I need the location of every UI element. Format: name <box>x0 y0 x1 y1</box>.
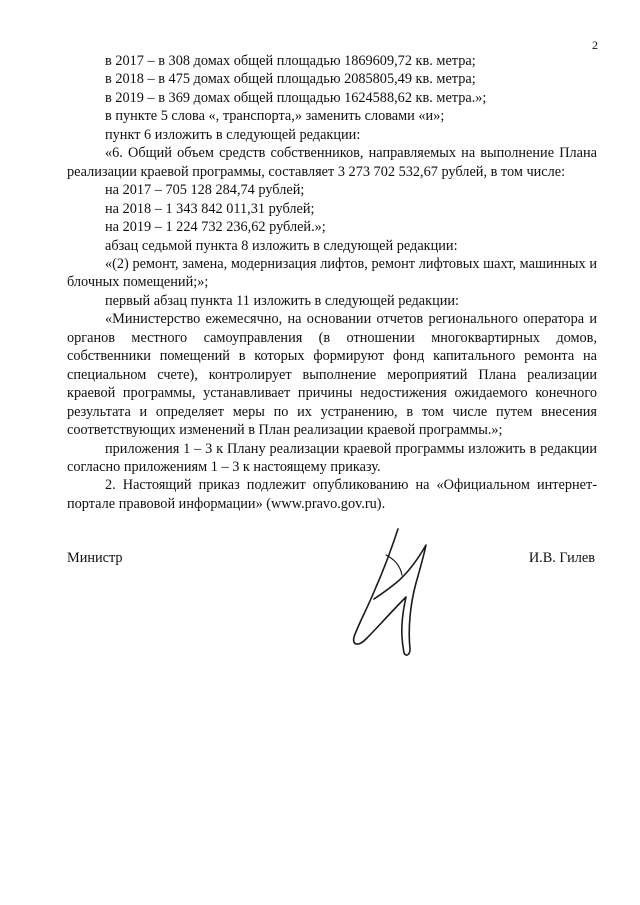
signatory-name: И.В. Гилев <box>528 550 595 566</box>
paragraph-appendix: приложения 1 – 3 к Плану реализации краевой программы изложить в редакции согласно приложениям 1 – 3 к настоящему приказу. <box>67 440 597 475</box>
page-number: 2 <box>592 38 598 52</box>
document-body <box>67 52 597 513</box>
amount-2018: на 2018 – 1 343 842 011,31 рублей; <box>105 200 315 217</box>
paragraph-item-11-intro: первый абзац пункта 11 изложить в следующей редакции: <box>105 292 459 309</box>
year-line-2019: в 2019 – в 369 домах общей площадью 1624588,62 кв. метра.»; <box>105 89 487 106</box>
handwritten-signature <box>340 525 440 660</box>
paragraph-item-11-text: «Министерство ежемесячно, на основании отчетов регионального оператора и органов местного самоуправления (в отношении многоквартирных домов, собственники помещений в которых формируют фонд капитального ремонта на специальном счете), контролирует выполнение мероприятий Плана реализации краевой программы, устанавливает причины недостижения ожидаемого конечного результата и определяет меры по их устранению, в том числе путем внесения соответствующих изменений в План реализации краевой программы.»; <box>67 311 597 439</box>
paragraph-item-6-text: «6. Общий объем средств собственников, направляемых на выполнение Плана реализации краевой программы, составляет 3 273 702 532,67 рублей, в том числе: <box>67 145 597 180</box>
year-line-2018: в 2018 – в 475 домах общей площадью 2085805,49 кв. метра; <box>105 71 476 88</box>
amount-2019: на 2019 – 1 224 732 236,62 рублей.»; <box>105 219 326 236</box>
paragraph-item-6-intro: пункт 6 изложить в следующей редакции: <box>105 126 361 143</box>
amount-2017: на 2017 – 705 128 284,74 рублей; <box>105 182 305 199</box>
paragraph-item-8-text: «(2) ремонт, замена, модернизация лифтов, ремонт лифтовых шахт, машинных и блочных помещений;»; <box>67 255 597 291</box>
year-line-2017: в 2017 – в 308 домах общей площадью 1869609,72 кв. метра; <box>105 53 476 69</box>
paragraph-publication: 2. Настоящий приказ подлежит опубликованию на «Официальном интернет-портале правовой информации» (www.pravo.gov.ru). <box>67 477 597 512</box>
paragraph-item-5: в пункте 5 слова «, транспорта,» заменить словами «и»; <box>105 108 445 125</box>
signatory-title: Министр <box>67 550 123 566</box>
paragraph-item-8-intro: абзац седьмой пункта 8 изложить в следующей редакции: <box>105 237 458 254</box>
